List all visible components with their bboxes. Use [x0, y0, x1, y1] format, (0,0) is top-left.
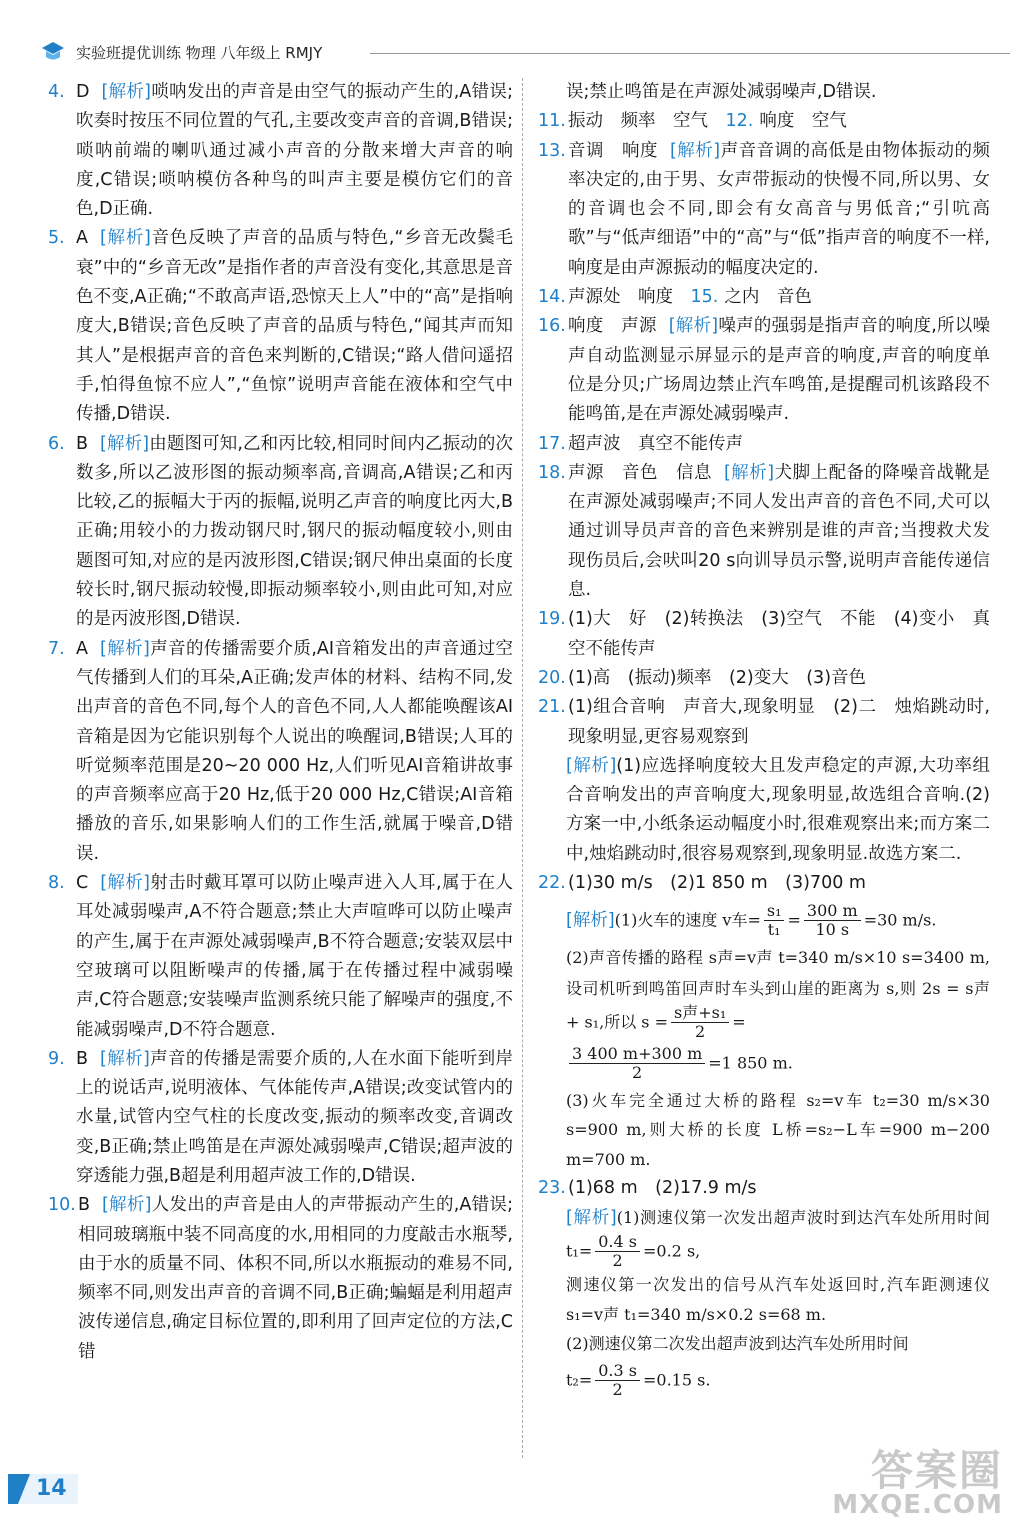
denominator: 2: [612, 1251, 623, 1271]
item-number: 16.: [538, 316, 566, 337]
answer-item: [538, 693, 990, 752]
watermark: [783, 1438, 1013, 1528]
item-number: 22.: [538, 873, 566, 894]
answer-item: [538, 869, 990, 898]
formula-text: (1)火车的速度 v车=: [614, 910, 761, 930]
watermark-cn: 答案圈: [870, 1446, 1003, 1495]
formula-paragraph: 测速仪第一次发出的信号从汽车处返回时,汽车距测速仪 s₁=v声 t₁=340 m/s×0.2 s=68 m.: [566, 1275, 990, 1324]
formula-text: (1)测速仪第一次发出超声波时到达汽车处所用时间 t₁=: [566, 1208, 991, 1261]
fraction: [569, 1045, 705, 1082]
denominator: t₁: [767, 920, 781, 940]
item-number: 15.: [690, 287, 719, 308]
page-number: 14: [36, 1476, 67, 1501]
jiexi-label: [解析]: [99, 228, 151, 249]
answer-item: [538, 312, 990, 429]
denominator: 2: [612, 1380, 623, 1400]
answer-choice: B: [76, 433, 89, 454]
answer-choice: A: [76, 228, 88, 249]
item-number: 5.: [48, 228, 65, 249]
item-number: 18.: [538, 462, 566, 483]
explanation-text: 声音音调的高低是由物体振动的频率决定的,由于男、女声带振动的快慢不同,所以男、女的音调也会不同,即会有女高音与男低音;“引吭高歌”与“低声细语”中的“高”与“低”指声音的响度不一样,响度是由声源振动的幅度决定的.: [568, 140, 991, 278]
item-number: 21.: [538, 697, 566, 718]
numerator: 3 400 m+300 m: [569, 1045, 705, 1064]
fraction: [804, 902, 861, 939]
left-column: [48, 78, 513, 1367]
answer-item: [538, 459, 990, 605]
answer-text: (1)大 好 (2)转换法 (3)空气 不能 (4)变小 真空不能传声: [568, 609, 990, 659]
answer-item: [48, 1191, 513, 1367]
jiexi-label: [解析]: [100, 433, 150, 454]
denominator: 2: [632, 1062, 643, 1082]
formula-line: [538, 902, 990, 939]
jiexi-label: [解析]: [566, 910, 615, 931]
numerator: 0.4 s: [595, 1233, 640, 1252]
jiexi-label: [解析]: [100, 873, 150, 894]
explanation-text: 人发出的声音是由人的声带振动产生的,A错误;相同玻璃瓶中装不同高度的水,用相同的力度敲击水瓶琴,由于水的质量不同、体积不同,所以水瓶振动的难易不同,频率不同,则发出声音的音调不同,B正确;蝙蝠是利用超声波传递信息,确定目标位置的,即利用了回声定位的方法,C错: [78, 1195, 514, 1362]
formula-paragraph: (3)火车完全通过大桥的路程 s₂=v车 t₂=30 m/s×30 s=900 m,则大桥的长度 L桥=s₂−L车=900 m−200 m=700 m.: [566, 1090, 990, 1169]
item-number: 9.: [48, 1048, 65, 1069]
fraction: [595, 1233, 640, 1270]
explanation-text: 声音的传播需要介质,AI音箱发出的声音通过空气传播到人们的耳朵,A正确;发声体的材料、结构不同,发出声音的音色不同,每个人的音色不同,人人都能唤醒该AI音箱是因为它能识别每个人说出的唤醒词,B错误;人耳的听觉频率范围是20~20 000 Hz,人们听见AI音箱讲故事的声音频率应高于20 Hz,低于20 000 Hz,C错误;AI音箱播放的音乐,如果影响人们的工作生活,就属于噪音,D错误.: [76, 638, 513, 864]
formula-paragraph: (2)测速仪第二次发出超声波到达汽车处所用时间: [566, 1333, 909, 1353]
answer-choice: C: [76, 873, 89, 894]
denominator: 2: [695, 1021, 706, 1041]
answer-text: (1)高 (振动)频率 (2)变大 (3)音色: [568, 667, 867, 688]
page-header: [40, 38, 1010, 68]
answer-text: 振动 频率 空气: [568, 111, 726, 132]
fraction: [671, 1004, 729, 1041]
fraction: [595, 1362, 640, 1399]
answer-item: [538, 283, 990, 312]
answer-choice: A: [76, 638, 88, 659]
item-number: 20.: [538, 667, 566, 688]
answer-item: [48, 1045, 513, 1191]
formula-line: [538, 1045, 990, 1082]
fraction: [764, 902, 785, 939]
answer-choice: B: [78, 1195, 91, 1216]
jiexi-label: [解析]: [100, 1048, 150, 1069]
denominator: 10 s: [815, 920, 850, 940]
answer-item: [538, 1174, 990, 1203]
answer-text: 音调 响度: [568, 140, 658, 161]
answer-text: (1)30 m/s (2)1 850 m (3)700 m: [568, 873, 866, 894]
explanation-block: [538, 752, 990, 869]
item-number: 17.: [538, 433, 566, 454]
header-title: 实验班提优训练 物理 八年级上 RMJY: [76, 44, 323, 62]
answer-item: [538, 107, 990, 136]
answer-item: [538, 137, 990, 283]
formula-paragraph: [538, 943, 990, 1041]
answer-item: [538, 605, 990, 664]
right-column: [538, 78, 990, 1403]
numerator: s声+s₁: [671, 1004, 729, 1023]
answer-item: [48, 635, 513, 869]
numerator: 300 m: [804, 902, 861, 921]
answer-text: 响度 声源: [568, 316, 657, 337]
formula-text: t₂=: [566, 1370, 593, 1390]
formula-text: =0.2 s,: [643, 1241, 701, 1261]
answer-text: 之内 音色: [724, 287, 812, 308]
formula-line: [538, 1362, 990, 1399]
header-rule: [370, 53, 1010, 54]
explanation-text: 噪声的强弱是指声音的响度,所以噪声自动监测显示屏显示的是声音的响度,声音的响度单位是分贝;广场周边禁止汽车鸣笛,是提醒司机该路段不能鸣笛,是在声源处减弱噪声.: [568, 316, 991, 425]
answer-item: [48, 224, 513, 429]
formula-text: =0.15 s.: [643, 1370, 711, 1390]
item-number: 6.: [48, 433, 65, 454]
answer-text: 超声波 真空不能传声: [568, 433, 743, 454]
numerator: 0.3 s: [595, 1362, 640, 1381]
explanation-text: 由题图可知,乙和丙比较,相同时间内乙振动的次数多,所以乙波形图的振动频率高,音调高,A错误;乙和丙比较,乙的振幅大于丙的振幅,说明乙声音的响度比丙大,B正确;用较小的力拨动钢尺时,钢尺的振动幅度较小,则由题图可知,对应的是丙波形图,C错误;钢尺伸出桌面的长度较长时,钢尺振动较慢,即振动频率较小,则由此可知,对应的是丙波形图,D错误.: [76, 433, 514, 630]
watermark-en: MXQE.COM: [832, 1490, 1003, 1520]
formula-text: =30 m/s.: [863, 910, 937, 930]
jiexi-label: [解析]: [99, 638, 150, 659]
explanation-text: 音色反映了声音的品质与特色,“乡音无改鬓毛衰”中的“乡音无改”是指作者的声音没有变化,其意思是音色不变,A正确;“不敢高声语,恐惊天上人”中的“高”是指响度大,B错误;音色反映了声音的品质与特色,“闻其声而知其人”是根据声音的音色来判断的,C错误;“路人借问遥招手,怕得鱼惊不应人”,“鱼惊”说明声音能在液体和空气中传播,D错误.: [76, 228, 513, 425]
item-number: 7.: [48, 638, 65, 659]
item-number: 11.: [538, 111, 566, 132]
jiexi-label: [解析]: [566, 1208, 617, 1229]
answer-text: (1)组合音响 声音大,现象明显 (2)二 烛焰跳动时,现象明显,更容易观察到: [568, 697, 990, 747]
answer-text: (1)68 m (2)17.9 m/s: [568, 1177, 757, 1198]
explanation-text: 射击时戴耳罩可以防止噪声进入人耳,属于在人耳处减弱噪声,A不符合题意;禁止大声喧哗可以防止噪声的产生,属于在声源处减弱噪声,B不符合题意;安装双层中空玻璃可以阻断噪声的传播,属于在传播过程中减弱噪声,C符合题意;安装噪声监测系统只能了解噪声的强度,不能减弱噪声,D不符合题意.: [76, 873, 514, 1040]
continued-text: 误;禁止鸣笛是在声源处减弱噪声,D错误.: [566, 82, 877, 102]
item-number: 23.: [538, 1177, 566, 1198]
answer-item: [48, 869, 513, 1045]
answer-choice: D: [76, 82, 90, 102]
jiexi-label: [解析]: [723, 462, 775, 483]
formula-text: (2)声音传播的路程 s声=v声 t=340 m/s×10 s=3400 m,设司机听到鸣笛回声时车头到山崖的距离为 s,则 2s = s声 + s₁,所以 s =: [566, 948, 990, 1032]
jiexi-label: [解析]: [102, 1195, 152, 1216]
explanation-text: 声音的传播是需要介质的,人在水面下能听到岸上的说话声,说明液体、气体能传声,A错误;改变试管内的水量,试管内空气柱的长度改变,振动的频率改变,音调改变,B正确;禁止鸣笛是在声源处减弱噪声,C错误;超声波的穿透能力强,B超是利用超声波工作的,D错误.: [76, 1048, 514, 1186]
jiexi-label: [解析]: [101, 82, 152, 102]
item-number: 14.: [538, 287, 566, 308]
item-number: 4.: [48, 82, 65, 102]
item-number: 8.: [48, 873, 65, 894]
jiexi-label: [解析]: [566, 755, 617, 776]
answer-text: 响度 空气: [759, 111, 847, 132]
item-number: 12.: [725, 111, 754, 132]
item-number: 13.: [538, 140, 566, 161]
book-logo-icon: [40, 40, 66, 66]
formula-paragraph: [538, 1203, 990, 1270]
answer-item: [538, 430, 990, 459]
answer-choice: B: [76, 1048, 89, 1069]
answer-text: 声源处 响度: [568, 287, 691, 308]
explanation-text: 犬脚上配备的降噪音战靴是在声源处减弱噪声;不同人发出声音的音色不同,犬可以通过训导员声音的音色来辨别是谁的声音;当搜救犬发现伤员后,会吠叫20 s向训导员示警,说明声音能传递信息.: [568, 462, 991, 601]
explanation-text: 唢呐发出的声音是由空气的振动产生的,A错误;吹奏时按压不同位置的气孔,主要改变声音的音调,B错误;唢呐前端的喇叭通过减小声音的分散来增大声音的响度,C错误;唢呐模仿各种鸟的叫声主要是模仿它们的音色,D正确.: [76, 82, 514, 220]
formula-text: =: [787, 910, 801, 930]
answer-item: [48, 430, 513, 635]
jiexi-label: [解析]: [668, 316, 719, 337]
formula-text: =1 850 m.: [708, 1053, 793, 1073]
formula-text: =: [732, 1012, 746, 1032]
numerator: s₁: [764, 902, 785, 921]
column-divider: [522, 78, 523, 1458]
answer-item: [538, 664, 990, 693]
item-number: 19.: [538, 609, 566, 630]
answer-item: [48, 78, 513, 224]
explanation-text: (1)应选择响度较大且发声稳定的声源,大功率组合音响发出的声音响度大,现象明显,故选组合音响.(2)方案一中,小纸条运动幅度小时,很难观察出来;而方案二中,烛焰跳动时,很容易观察到,现象明显.故选方案二.: [566, 755, 991, 864]
answer-text: 声源 音色 信息: [568, 462, 712, 483]
item-number: 10.: [48, 1195, 76, 1216]
jiexi-label: [解析]: [669, 140, 721, 161]
